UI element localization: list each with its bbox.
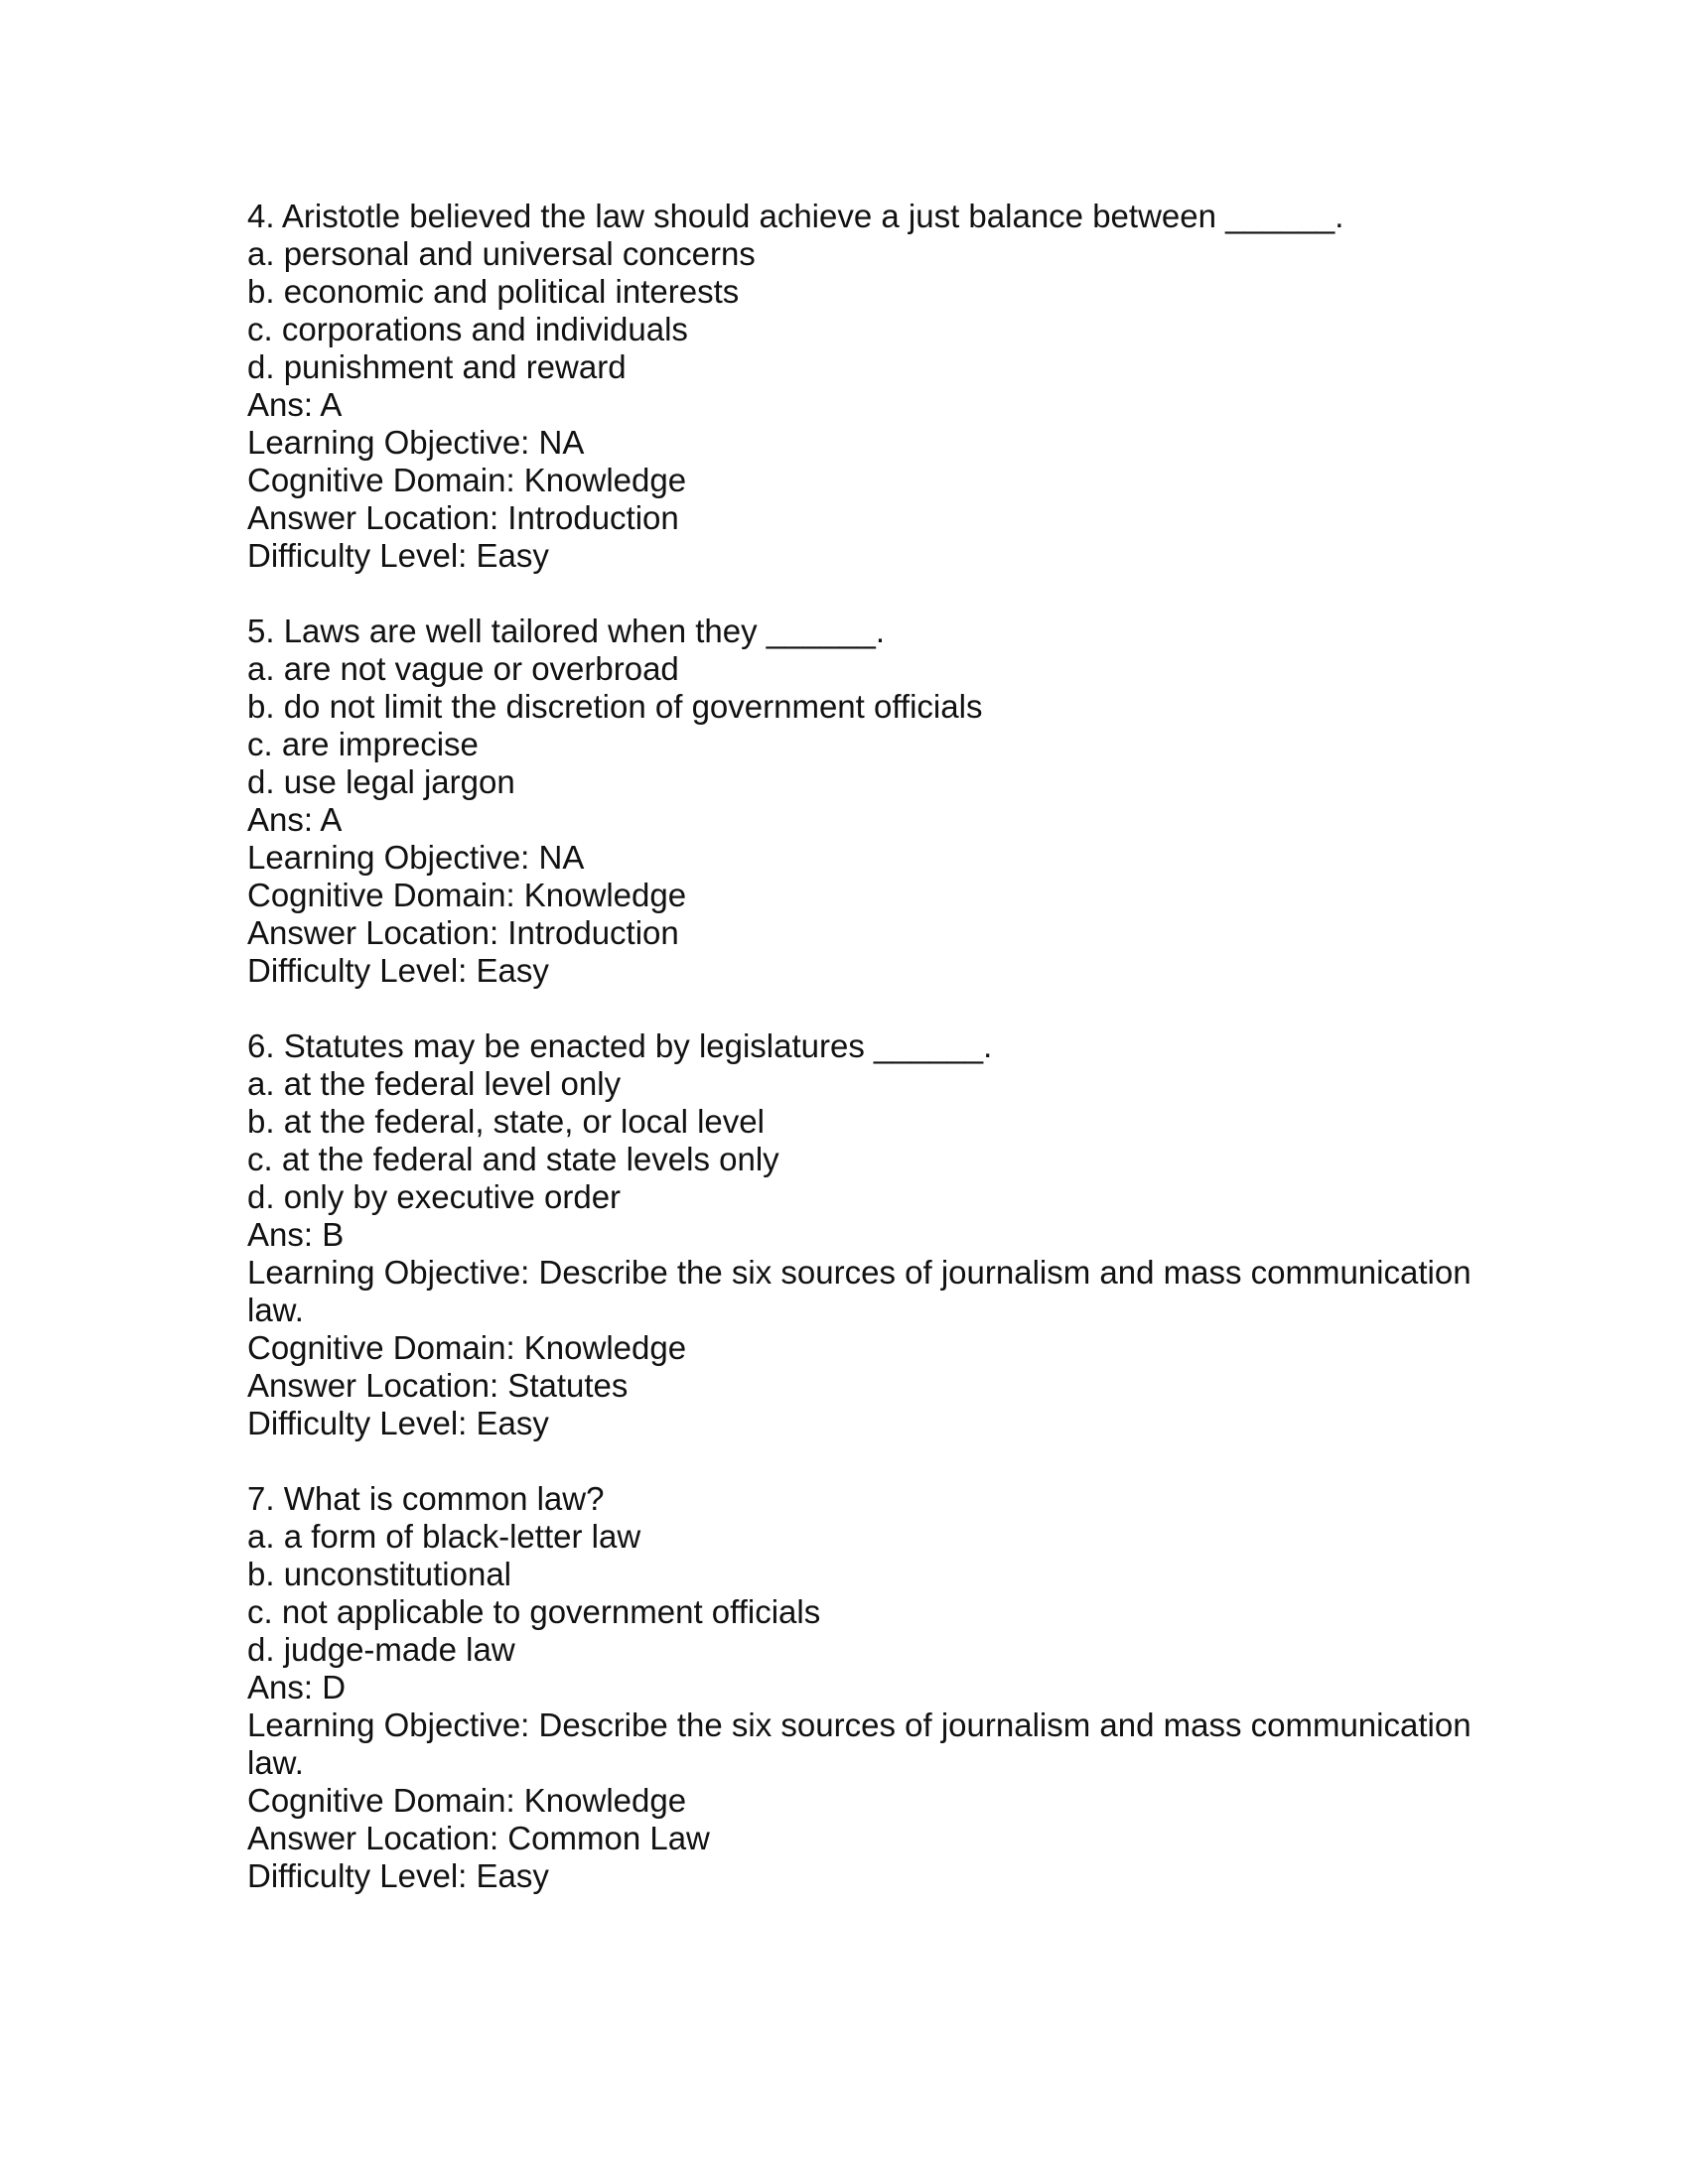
option-b: b. economic and political interests: [247, 273, 740, 310]
option-b: b. at the federal, state, or local level: [247, 1103, 765, 1140]
option-c: c. not applicable to government officials: [247, 1593, 821, 1630]
difficulty-level: Difficulty Level: Easy: [247, 952, 549, 989]
option-c: c. are imprecise: [247, 726, 479, 762]
question-stem: 4. Aristotle believed the law should achieve a just balance between ______.: [247, 198, 1344, 234]
cognitive-domain: Cognitive Domain: Knowledge: [247, 877, 687, 913]
difficulty-level: Difficulty Level: Easy: [247, 1857, 549, 1894]
question-6: [247, 1027, 1488, 1442]
question-4: [247, 198, 1488, 575]
option-d: d. punishment and reward: [247, 348, 627, 385]
learning-objective: Learning Objective: Describe the six sources of journalism and mass communication law.: [247, 1706, 1480, 1781]
question-5: [247, 613, 1488, 990]
question-7: [247, 1480, 1488, 1895]
answer-key: Ans: B: [247, 1216, 345, 1253]
answer-key: Ans: A: [247, 801, 343, 838]
question-stem: 6. Statutes may be enacted by legislatures ______.: [247, 1027, 993, 1064]
answer-location: Answer Location: Common Law: [247, 1820, 710, 1856]
answer-location: Answer Location: Introduction: [247, 914, 679, 951]
option-b: b. do not limit the discretion of government officials: [247, 688, 983, 725]
answer-location: Answer Location: Introduction: [247, 499, 679, 536]
option-c: c. corporations and individuals: [247, 311, 688, 347]
answer-key: Ans: D: [247, 1669, 347, 1706]
option-a: a. personal and universal concerns: [247, 235, 756, 272]
option-c: c. at the federal and state levels only: [247, 1141, 779, 1177]
learning-objective: Learning Objective: NA: [247, 424, 585, 461]
cognitive-domain: Cognitive Domain: Knowledge: [247, 462, 687, 498]
difficulty-level: Difficulty Level: Easy: [247, 537, 549, 574]
option-d: d. judge-made law: [247, 1631, 515, 1668]
answer-key: Ans: A: [247, 386, 343, 423]
option-b: b. unconstitutional: [247, 1556, 512, 1592]
cognitive-domain: Cognitive Domain: Knowledge: [247, 1329, 687, 1366]
learning-objective: Learning Objective: NA: [247, 839, 585, 876]
cognitive-domain: Cognitive Domain: Knowledge: [247, 1782, 687, 1819]
document-page: [247, 198, 1488, 1895]
question-stem: 7. What is common law?: [247, 1480, 605, 1517]
answer-location: Answer Location: Statutes: [247, 1367, 629, 1404]
option-a: a. at the federal level only: [247, 1065, 622, 1102]
option-a: a. a form of black-letter law: [247, 1518, 641, 1555]
question-stem: 5. Laws are well tailored when they ______.: [247, 613, 886, 649]
option-d: d. only by executive order: [247, 1178, 622, 1215]
option-d: d. use legal jargon: [247, 763, 515, 800]
learning-objective: Learning Objective: Describe the six sources of journalism and mass communication law.: [247, 1254, 1480, 1328]
option-a: a. are not vague or overbroad: [247, 650, 679, 687]
difficulty-level: Difficulty Level: Easy: [247, 1405, 549, 1441]
